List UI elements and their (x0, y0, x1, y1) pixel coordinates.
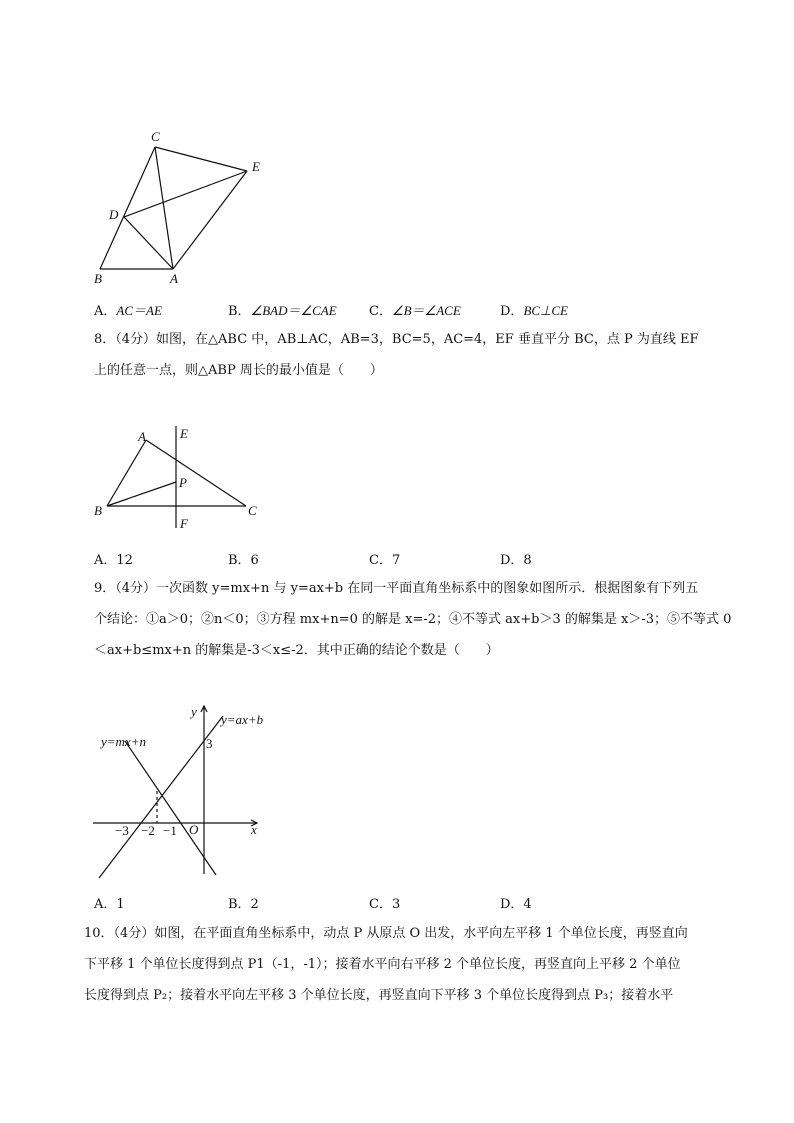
label-B: B (94, 271, 102, 286)
question-9-line-2: 个结论：①a＞0；②n＜0；③方程 mx+n=0 的解是 x=-2；④不等式 ax+b＞3 的解集是 x＞-3；⑤不等式 0 (94, 612, 732, 627)
tick-neg1: −1 (163, 823, 177, 838)
tick-neg3: −3 (115, 823, 129, 838)
label-D: D (109, 207, 119, 222)
segment-EA (173, 171, 247, 269)
question-8-line-1: 8．（4分）如图，在△ABC 中，AB⊥AC，AB=3，BC=5，AC=4，EF 垂直平分 BC，点 P 为直线 EF (94, 332, 699, 347)
line-mx-plus-n (125, 741, 216, 875)
question-10-line-3: 长度得到点 P₂；接着水平向左平移 3 个单位长度，再竖直向下平移 3 个单位长度得到点 P₃；接着水平 (84, 988, 674, 1003)
question-10-line-1: 10．（4分）如图，在平面直角坐标系中，动点 P 从原点 O 出发，水平向左平移 1 个单位长度，再竖直向 (84, 926, 688, 941)
figure-quadrilateral (85, 125, 275, 290)
label-three: 3 (206, 736, 213, 751)
q9-option-d[interactable]: D．4 (500, 897, 532, 912)
label-P: P (179, 475, 187, 490)
q8-option-a[interactable]: A．12 (94, 553, 133, 568)
label-A: A (138, 429, 146, 444)
label-F: F (180, 516, 188, 531)
segment-BP (107, 482, 176, 506)
question-9-line-3: ＜ax+b≤mx+n 的解集是-3＜x≤-2．其中正确的结论个数是（ ） (94, 643, 499, 658)
label-E: E (180, 426, 188, 441)
label-x-axis: x (251, 822, 257, 837)
q7-option-d[interactable]: D．BC⊥CE (500, 303, 568, 319)
label-origin: O (189, 822, 199, 837)
q8-option-c[interactable]: C．7 (369, 553, 401, 568)
segment-BA (107, 440, 146, 506)
q7-option-a[interactable]: A．AC＝AE (94, 303, 162, 319)
q9-option-c[interactable]: C．3 (369, 897, 401, 912)
figure-linear-functions (85, 700, 270, 880)
segment-CE (155, 147, 247, 171)
question-9 (94, 573, 732, 666)
label-B: B (94, 503, 102, 518)
label-line-a: y=ax+b (221, 712, 264, 727)
question-8-line-2: 上的任意一点，则△ABP 周长的最小值是（ ） (94, 363, 383, 378)
q9-option-a[interactable]: A．1 (94, 897, 125, 912)
q7-option-c[interactable]: C．∠B＝∠ACE (369, 303, 461, 319)
tick-neg2: −2 (141, 823, 155, 838)
label-line-m: y=mx+n (101, 734, 146, 749)
label-A: A (170, 271, 178, 286)
segment-DE (124, 171, 247, 217)
segment-CA (155, 147, 173, 269)
label-y-axis: y (191, 704, 197, 719)
label-C: C (248, 503, 257, 518)
question-9-line-1: 9．（4分）一次函数 y=mx+n 与 y=ax+b 在同一平面直角坐标系中的图象如图所示．根据图象有下列五 (94, 581, 699, 596)
label-E: E (252, 159, 260, 174)
q7-option-b[interactable]: B．∠BAD＝∠CAE (228, 303, 337, 319)
segment-DA (124, 217, 173, 269)
q8-option-b[interactable]: B．6 (228, 553, 259, 568)
q9-option-b[interactable]: B．2 (228, 897, 259, 912)
figure-triangle-bisector (88, 422, 273, 532)
question-10-line-2: 下平移 1 个单位长度得到点 P1（-1，-1）；接着水平向右平移 2 个单位长度，再竖直向上平移 2 个单位 (84, 957, 681, 972)
label-C: C (151, 129, 160, 144)
question-8 (94, 324, 724, 386)
segment-AC (146, 440, 246, 506)
q8-option-d[interactable]: D．8 (500, 553, 532, 568)
question-10 (84, 918, 714, 1011)
